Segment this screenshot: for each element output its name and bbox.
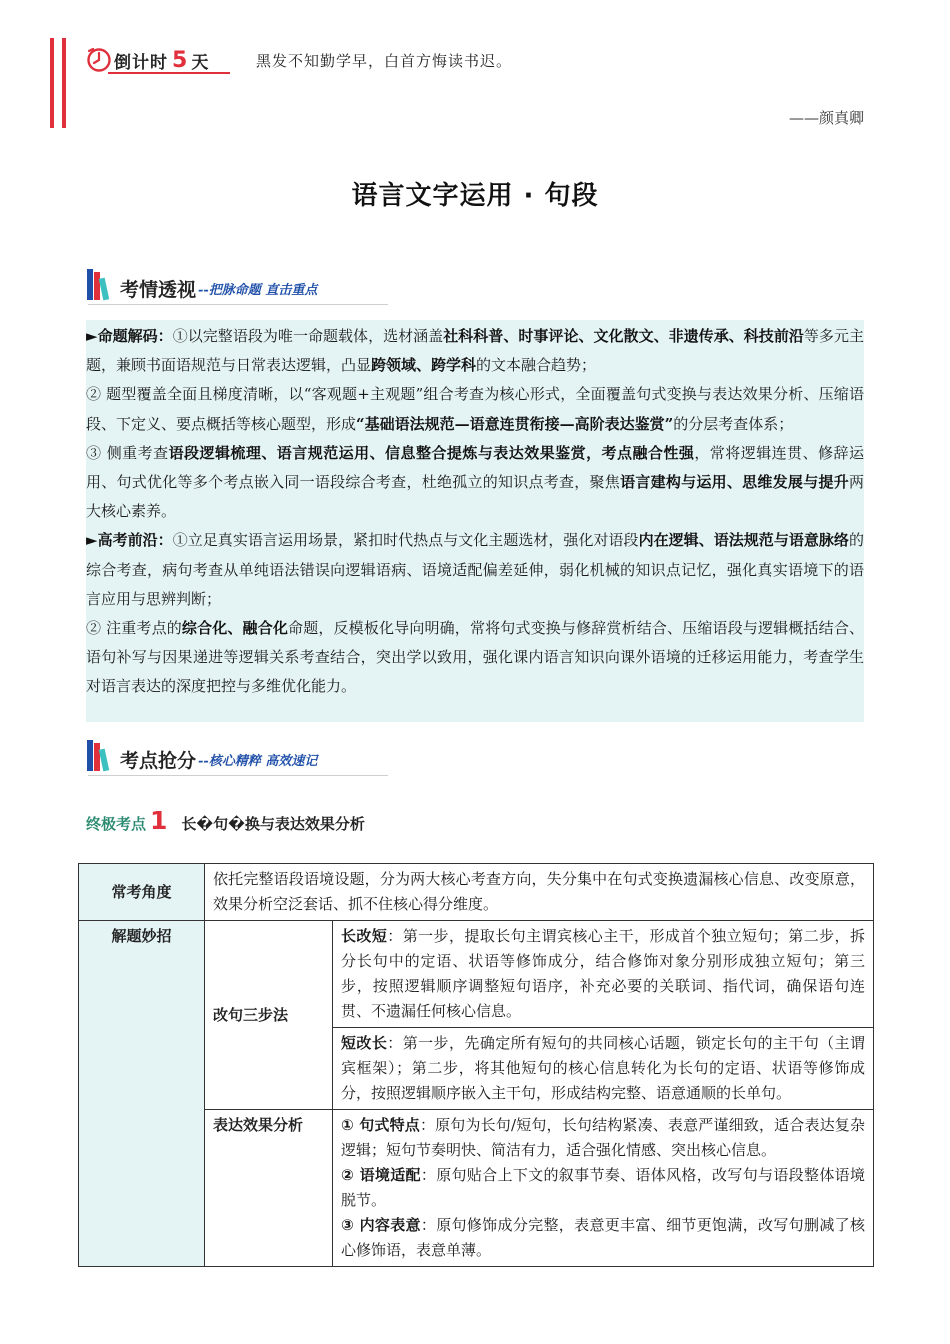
analysis-paragraph [86,322,864,380]
section-divider [88,775,388,776]
countdown-unit: 天 [191,52,209,73]
bullet-marker: ► [86,531,98,550]
bold-phrase: 语段逻辑梳理、语言规范运用、信息整合提炼与表达效果鉴赏，考点融合性强 [168,443,695,462]
paragraph-text: ② 注重考点的 [86,619,182,638]
keypoint-title: 长�句�换与表达效果分析 [181,815,365,833]
cell-text: ：第一步，提取长句主谓宾核心主干，形成首个独立短句；第二步，拆分长句中的定语、状语等修饰成分，结合修饰对象分别形成独立短句；第三步，按照逻辑顺序调整短句语序，补充必要的关联词、指代词，确保语句连贯、不遗漏任何核心信息。 [341,927,865,1020]
table-sub-label: 改句三步法 [205,921,333,1110]
table-cell [333,1110,874,1267]
bold-phrase: 内在逻辑、语法规范与语意脉络 [638,531,849,550]
effect-item [341,1113,865,1163]
analysis-paragraph [86,439,864,527]
table-cell [333,921,874,1028]
countdown-label: 倒计时 [114,52,168,73]
table-row-label: 解题妙招 [79,921,205,1267]
effect-item [341,1163,865,1213]
cell-text: ：原句为长句/短句，长句结构紧凑、表意严谨细致，适合表达复杂逻辑；短句节奏明快、简洁有力，适合强化情感、突出核心信息。 [341,1116,865,1159]
table-row [79,864,874,921]
page-title: 语言文字运用 · 句段 [351,181,599,211]
motto-quote: 黑发不知勤学早，白首方悔读书迟。 [256,52,513,70]
bullet-marker: ► [86,327,98,345]
exam-analysis-box [86,320,864,722]
red-accent-bar [50,38,54,128]
bold-phrase: 综合化、融合化 [181,619,289,638]
paragraph-text: ①以完整语段为唯一命题载体，选材涵盖 [172,327,444,345]
countdown-number: 5 [172,47,188,73]
paragraph-text: 的综合考查，病句考查从单纯语法错误向逻辑语病、语境适配偏差延伸，弱化机械的知识点记忆，强化真实语境下的语言应用与思辨判断； [86,531,864,608]
red-accent-bar [62,38,66,128]
table-row [79,921,874,1028]
keypoint-table [78,863,874,1267]
paragraph-label: 高考前沿： [97,531,173,550]
bold-phrase: 跨领域、跨学科 [371,356,477,375]
cell-keyword: ③ 内容表意 [341,1216,421,1234]
paragraph-label: 命题解码： [97,327,173,345]
paragraph-text: 两大核心素养。 [86,473,864,521]
paragraph-text: 等多元主题，兼顾书面语规范与日常表达逻辑，凸显 [86,327,864,375]
section-title: 考点抢分 [120,750,197,772]
paragraph-text: ③ 侧重考查 [86,443,169,462]
bold-phrase: “基础语法规范—语意连贯衔接—高阶表达鉴赏” [356,414,674,433]
cell-keyword: 长改短 [341,927,388,945]
cell-keyword: ② 语境适配 [341,1166,421,1184]
section-heading-keypoints [86,733,317,773]
cell-keyword: 短改长 [341,1034,388,1052]
paragraph-text: 的文本融合趋势； [476,356,597,375]
books-icon [86,737,114,773]
table-cell [333,1028,874,1110]
section-subtitle: --核心精粹 高效速记 [198,754,318,769]
table-sub-label: 表达效果分析 [205,1110,333,1267]
table-cell: 依托完整语段语境设题，分为两大核心考查方向，失分集中在句式变换遗漏核心信息、改变原意，效果分析空泛套话、抓不住核心得分维度。 [205,864,874,921]
paragraph-text: ①立足真实语言运用场景，紧扣时代热点与文化主题选材，强化对语段 [172,531,639,550]
paragraph-text: ，常将逻辑连贯、修辞运用、句式优化等多个考点嵌入同一语段综合考查，杜绝孤立的知识点考查，聚焦 [86,443,864,492]
cell-text: ：原句贴合上下文的叙事节奏、语体风格，改写句与语段整体语境脱节。 [341,1166,865,1209]
analysis-paragraph [86,380,864,438]
analysis-paragraph [86,614,864,702]
section-divider [88,304,388,305]
effect-item [341,1213,865,1263]
paragraph-text: 的分层考查体系； [673,414,794,433]
cell-text: ：第一步，先确定所有短句的共同核心话题，锁定长句的主干句（主谓宾框架）；第二步，将其他短句的核心信息转化为长句的定语、状语等修饰成分，按照逻辑顺序嵌入主干句，形成结构完整、语意通顺的长单句。 [341,1034,865,1102]
table-row-label: 常考角度 [79,864,205,921]
bold-phrase: 社科科普、时事评论、文化散文、非遗传承、科技前沿 [443,327,804,345]
paragraph-text: ② 题型覆盖全面且梯度清晰，以“客观题+主观题”组合考查为核心形式，全面覆盖句式变换与表达效果分析、压缩语段、下定义、要点概括等核心题型，形成 [86,385,864,433]
bold-phrase: 语言建构与运用、思维发展与提升 [620,473,849,492]
section-title: 考情透视 [120,279,197,301]
keypoint-tag: 终极考点 [86,815,147,833]
analysis-paragraph [86,526,864,614]
section-heading-analysis [86,262,317,302]
paragraph-text: 命题，反模板化导向明确，常将句式变换与修辞赏析结合、压缩语段与逻辑概括结合、语句补写与因果递进等逻辑关系考查结合，突出学以致用，强化课内语言知识向课外语境的迁移运用能力，考查学生对语言表达的深度把控与多维优化能力。 [86,619,864,696]
books-icon [86,266,114,302]
countdown-underline [108,72,230,74]
clock-icon [86,47,112,73]
cell-keyword: ① 句式特点 [341,1116,420,1134]
cell-text: ：原句修饰成分完整，表意更丰富、细节更饱满，改写句删减了核心修饰语，表意单薄。 [341,1216,865,1259]
keypoint-number: 1 [150,806,168,835]
section-subtitle: --把脉命题 直击重点 [198,283,318,298]
motto-author: ——颜真卿 [788,109,864,127]
keypoint-heading [86,806,365,835]
